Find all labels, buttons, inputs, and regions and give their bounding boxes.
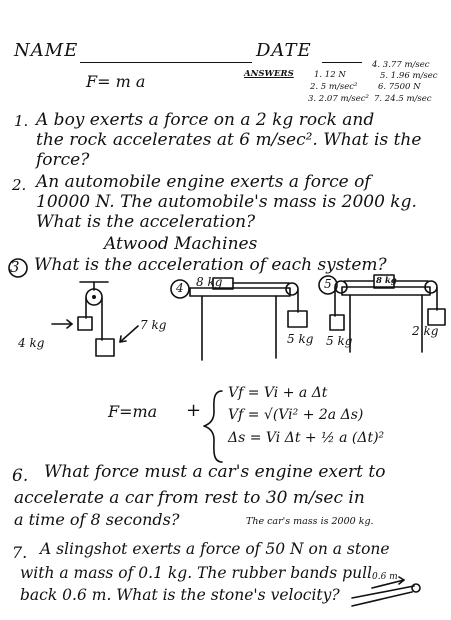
problem-1-line-1: A boy exerts a force on a 2 kg rock and: [36, 110, 375, 130]
problem-6-number: 6.: [12, 466, 29, 486]
problem-1-line-3: force?: [36, 150, 90, 170]
kinematics-eq-2: Vf = √(Vi² + 2a Δs): [228, 407, 364, 423]
brace: [204, 391, 222, 462]
formula-header: F= m a: [86, 72, 146, 91]
problem-7-line-1: A slingshot exerts a force of 50 N on a stone: [40, 540, 390, 558]
diagram-5-right-mass: 2 kg: [412, 324, 439, 338]
answer-1: 1. 12 N: [314, 70, 346, 80]
answer-4: 4. 3.77 m/sec: [372, 60, 430, 70]
problem-7-number: 7.: [12, 543, 28, 562]
pulley-icon: [286, 283, 298, 295]
problem-3-number: 3: [10, 258, 20, 276]
problem-6-line-3: a time of 8 seconds?: [14, 510, 180, 529]
diagram-5-number: 5: [324, 277, 332, 291]
diagram-5-top-mass: 8 kg: [376, 276, 397, 286]
formula-fma: F=ma: [108, 402, 158, 421]
problem-6-line-1: What force must a car's engine exert to: [44, 462, 386, 482]
problem-1-number: 1.: [14, 112, 29, 130]
problem-2-line-3: What is the acceleration?: [36, 212, 256, 232]
name-label: NAME: [14, 40, 79, 61]
answer-2: 2. 5 m/sec²: [310, 82, 358, 92]
problem-2-number: 2.: [12, 176, 27, 194]
slingshot-pull-label: 0.6 m: [372, 572, 398, 582]
diagram-4: [190, 278, 307, 360]
kinematics-eq-1: Vf = Vi + a Δt: [228, 385, 328, 401]
mass-block-hanging: [288, 311, 307, 327]
problem-3-circle: [9, 259, 27, 277]
diagram-3: [52, 282, 138, 356]
plus-sign: +: [186, 400, 202, 421]
problem-1-line-2: the rock accelerates at 6 m/sec². What is the: [36, 130, 422, 150]
problem-6-line-2: accelerate a car from rest to 30 m/sec in: [14, 488, 365, 508]
date-label: DATE: [256, 40, 312, 61]
diagram-3-left-mass: 4 kg: [18, 336, 45, 350]
problem-7-line-3: back 0.6 m. What is the stone's velocity?: [20, 586, 340, 604]
diagram-4-number: 4: [176, 281, 184, 295]
diagram-5-left-mass: 5 kg: [326, 334, 353, 348]
answer-6: 6. 7500 N: [378, 82, 421, 92]
answer-3: 3. 2.07 m/sec²: [308, 94, 369, 104]
mass-block-4kg: [78, 317, 92, 330]
problem-6-note: The car's mass is 2000 kg.: [246, 516, 374, 527]
diagram-4-table-mass: 8 kg: [196, 275, 223, 289]
answer-5: 5. 1.96 m/sec: [380, 71, 438, 81]
diagram-4-hang-mass: 5 kg: [287, 332, 314, 346]
mass-block-7kg: [96, 339, 114, 356]
problem-3-text: What is the acceleration of each system?: [34, 255, 387, 275]
answers-label: ANSWERS: [244, 69, 294, 79]
problem-2-line-2: 10000 N. The automobile's mass is 2000 kg.: [36, 192, 417, 212]
diagram-3-right-mass: 7 kg: [140, 318, 167, 332]
table-top: [190, 288, 290, 296]
kinematics-eq-3: Δs = Vi Δt + ½ a (Δt)²: [228, 430, 385, 446]
answer-7: 7. 24.5 m/sec: [374, 94, 432, 104]
mass-block-left: [330, 315, 344, 330]
problem-7-line-2: with a mass of 0.1 kg. The rubber bands pull: [20, 564, 372, 582]
mass-block-right: [428, 309, 445, 325]
section-title: Atwood Machines: [104, 234, 258, 254]
problem-2-line-1: An automobile engine exerts a force of: [36, 172, 371, 192]
